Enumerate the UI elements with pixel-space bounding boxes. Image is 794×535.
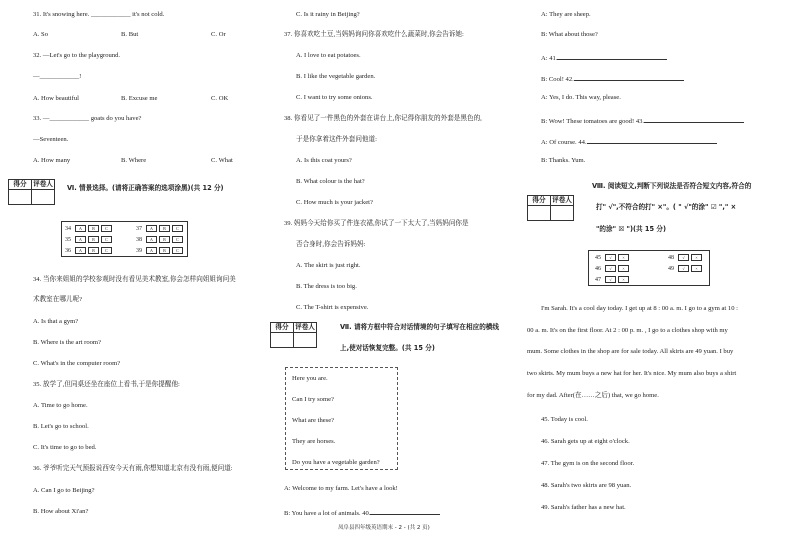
q31-option-c[interactable]: C. Or	[211, 31, 226, 38]
score-label: 得分	[528, 196, 551, 206]
q35-option-a[interactable]: A. Time to go home.	[33, 402, 88, 409]
q31-option-a[interactable]: A. So	[33, 31, 49, 38]
q37-option-b[interactable]: B. I like the vegetable garden.	[296, 73, 376, 80]
q36-option-c[interactable]: C. Is it rainy in Beijing?	[296, 11, 360, 18]
passage-line: for my dad. After(在……之后) that, we go home.	[527, 392, 659, 399]
q35-stem: 35. 放学了,但同桌还坐在座位上看书,于是你提醒他:	[33, 381, 180, 388]
statement-45: 45. Today is cool.	[541, 416, 588, 423]
bubble-row[interactable]: 34 A B C	[65, 225, 114, 232]
q33-option-c[interactable]: C. What	[211, 157, 233, 164]
q39-option-c[interactable]: C. The T-shirt is expensive.	[296, 304, 369, 311]
bubble-row[interactable]: 37 A B C	[136, 225, 185, 232]
choice-sentence: They are horses.	[292, 438, 336, 445]
bubble-row[interactable]: 45 √ ×	[595, 254, 631, 261]
bubble-row[interactable]: 35 A B C	[65, 236, 114, 243]
section-6-title: Ⅵ. 情景选择。(请将正确答案的选项涂黑)(共 12 分)	[67, 184, 224, 192]
grader-label: 评卷人	[552, 195, 572, 204]
bubble-row[interactable]: 49 √ ×	[668, 265, 704, 272]
q33-stem: 33. —____________ goats do you have?	[33, 115, 142, 122]
score-box-7	[270, 322, 317, 348]
section-8-line3: "的涂" ☒ ")(共 15 分)	[596, 225, 666, 233]
section-7-title: Ⅶ. 请将方框中符合对话情境的句子填写在相应的横线	[340, 323, 499, 331]
score-label: 得分	[9, 180, 32, 190]
grader-label: 评卷人	[33, 179, 53, 188]
q32-stem: 32. —Let's go to the playground.	[33, 52, 121, 59]
bubble-row[interactable]: 39 A B C	[136, 247, 185, 254]
choice-sentence: Here you are.	[292, 375, 328, 382]
q38-stem: 38. 你看见了一件黑色的外套在讲台上,你记得你朋友的外套是黑色的,	[284, 115, 482, 122]
dialogue-line: A: Welcome to my farm. Let's have a look!	[284, 485, 398, 492]
q34-stem: 34. 当你来姐姐的学校参观时没有看见美术教室,你会怎样向姐姐询问美	[33, 276, 236, 283]
dialogue-line: A: Yes, I do. This way, please.	[541, 94, 621, 101]
q39-stem: 39. 妈妈今天给你买了件连衣裙,你试了一下太大了,当妈妈问你是	[284, 220, 469, 227]
choice-sentence: Do you have a vegetable garden?	[292, 459, 380, 466]
q37-option-c[interactable]: C. I want to try some onions.	[296, 94, 373, 101]
q37-stem: 37. 你喜欢吃土豆,当妈妈询问你喜欢吃什么蔬菜时,你会告诉她:	[284, 31, 464, 38]
section-8-line2: 打" √",不符合的打" ×"。( " √"的涂" ☑ "," ×	[596, 203, 737, 211]
dialogue-line: B: What about those?	[541, 31, 598, 38]
section-7-line2: 上,使对话恢复完整。(共 15 分)	[340, 344, 435, 352]
q34-option-c[interactable]: C. What's in the computer room?	[33, 360, 121, 367]
dialogue-line: B: You have a lot of animals. 40.	[284, 507, 440, 517]
q39-option-b[interactable]: B. The dress is too big.	[296, 283, 357, 290]
q34-option-b[interactable]: B. Where is the art room?	[33, 339, 101, 346]
bubble-row[interactable]: 46 √ ×	[595, 265, 631, 272]
q31-option-b[interactable]: B. But	[121, 31, 139, 38]
q39-option-a[interactable]: A. The skirt is just right.	[296, 262, 361, 269]
statement-49: 49. Sarah's father has a new hat.	[541, 504, 626, 511]
q32-option-c[interactable]: C. OK	[211, 95, 229, 102]
q38-line2: 于是你拿着这件外套问他道:	[296, 136, 377, 143]
passage-line: I'm Sarah. It's a cool day today. I get up at 8 : 00 a. m. I go to a gym at 10 :	[541, 305, 738, 312]
q33-line2: —Seventeen.	[33, 136, 69, 143]
q34-line2: 术教室在哪儿呢?	[33, 296, 83, 303]
q34-option-a[interactable]: A. Is that a gym?	[33, 318, 79, 325]
statement-46: 46. Sarah gets up at eight o'clock.	[541, 438, 630, 445]
q35-option-c[interactable]: C. It's time to go to bed.	[33, 444, 97, 451]
passage-line: mum. Some clothes in the shop are for sale today. All skirts are 49 yuan. I buy	[527, 348, 734, 355]
q32-option-a[interactable]: A. How beautiful	[33, 95, 79, 102]
bubble-row[interactable]: 48 √ ×	[668, 254, 704, 261]
dialogue-line: A: They are sheep.	[541, 11, 591, 18]
q36-option-b[interactable]: B. How about Xi'an?	[33, 508, 89, 515]
q37-option-a[interactable]: A. I love to eat potatoes.	[296, 52, 361, 59]
q31-stem: 31. It's snowing here. ____________ it's not cold.	[33, 11, 165, 18]
q38-option-b[interactable]: B. What colour is the hat?	[296, 178, 365, 185]
q35-option-b[interactable]: B. Let's go to school.	[33, 423, 89, 430]
choice-sentence: Can I try some?	[292, 396, 334, 403]
q36-option-a[interactable]: A. Can I go to Beijing?	[33, 487, 95, 494]
score-box-8	[527, 195, 574, 221]
dialogue-line-41: A: 41.	[541, 52, 667, 62]
score-box-6	[8, 179, 55, 205]
q33-option-a[interactable]: A. How many	[33, 157, 71, 164]
dialogue-line-44: A: Of course. 44.	[541, 136, 717, 146]
q33-option-b[interactable]: B. Where	[121, 157, 147, 164]
passage-line: 00 a. m. It's on the first floor. At 2 : 00 p. m. , I go to a clothes shop with my	[527, 327, 728, 334]
statement-47: 47. The gym is on the second floor.	[541, 460, 635, 467]
q32-option-b[interactable]: B. Excuse me	[121, 95, 158, 102]
choice-sentence: What are these?	[292, 417, 335, 424]
score-label: 得分	[271, 323, 294, 333]
q36-stem: 36. 爷爷听完天气预报说西安今天有雨,你想知道北京有没有雨,便问道:	[33, 465, 233, 472]
dialogue-line-42: B: Cool! 42.	[541, 73, 684, 83]
bubble-row[interactable]: 47 √ ×	[595, 276, 631, 283]
bubble-row[interactable]: 36 A B C	[65, 247, 114, 254]
page-footer: 凤阜县四年级英语期末 - 2 - (共 2 页)	[338, 525, 430, 531]
dialogue-line: B: Thanks. Yum.	[541, 157, 586, 164]
q38-option-c[interactable]: C. How much is your jacket?	[296, 199, 373, 206]
q39-line2: 否合身时,你会告诉妈妈:	[296, 241, 366, 248]
dialogue-line-43: B: Wow! These tomatoes are good! 43.	[541, 115, 744, 125]
section-8-title: Ⅷ. 阅读短文,判断下列说法是否符合短文内容,符合的	[592, 182, 752, 190]
bubble-row[interactable]: 38 A B C	[136, 236, 185, 243]
grader-label: 评卷人	[295, 322, 315, 331]
q32-line2: —____________!	[33, 73, 82, 80]
q38-option-a[interactable]: A. Is this coat yours?	[296, 157, 352, 164]
passage-line: two skirts. My mum buys a new hat for her. It's nice. My mum also buys a shirt	[527, 370, 737, 377]
statement-48: 48. Sarah's two skirts are 98 yuan.	[541, 482, 632, 489]
